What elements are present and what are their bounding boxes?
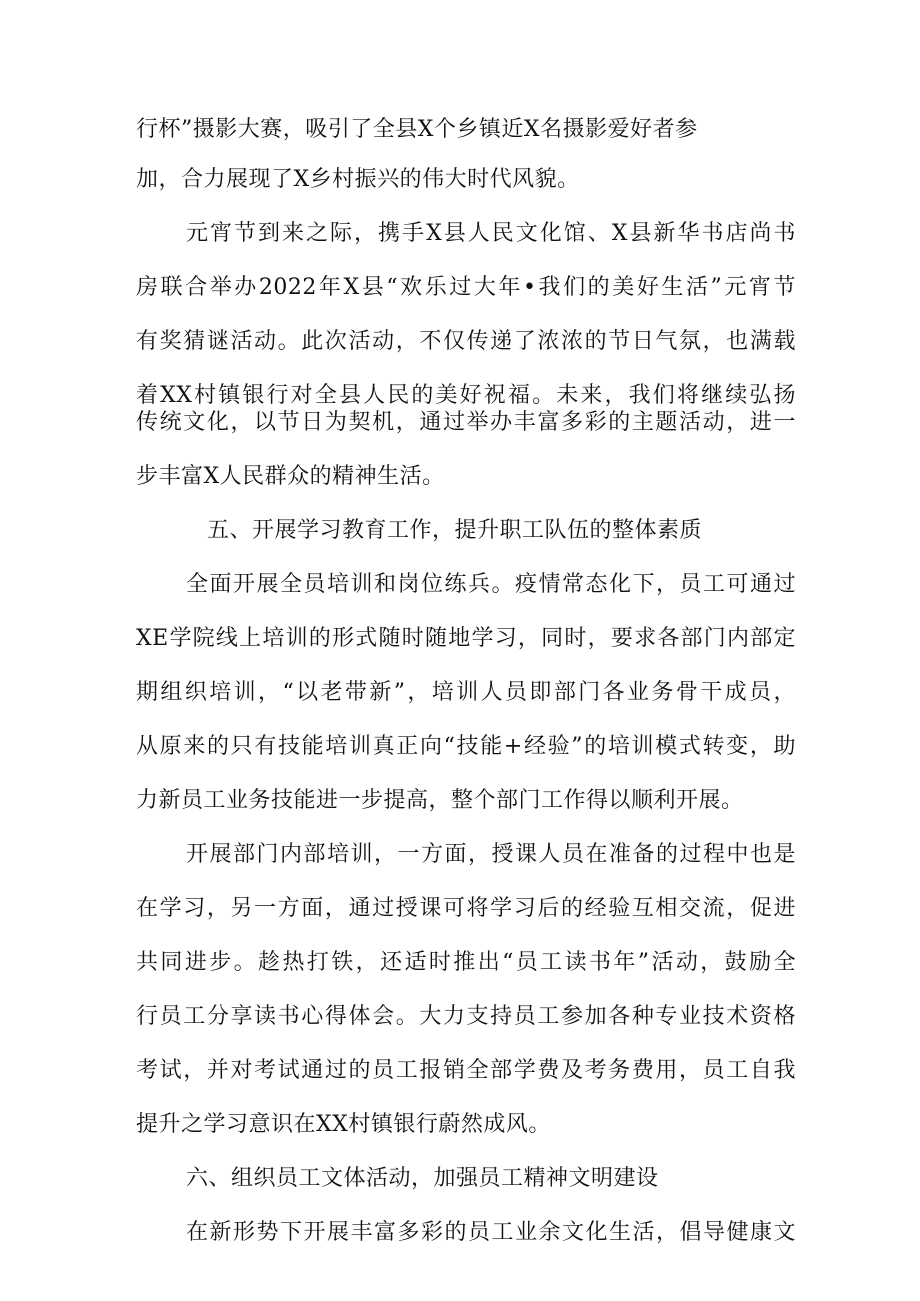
paragraph-line: 从原来的只有技能培训真正向“技能+经验”的培训模式转变，助: [136, 734, 796, 759]
paragraph-line: 元宵节到来之际，携手X县人民文化馆、X县新华书店尚书: [186, 221, 796, 246]
paragraph-line: 共同进步。趁热打铁，还适时推出“员工读书年”活动，鼓励全: [136, 950, 796, 975]
paragraph-line: 有奖猜谜活动。此次活动，不仅传递了浓浓的节日气氛，也满载: [136, 329, 796, 354]
paragraph-line: 全面开展全员培训和岗位练兵。疫情常态化下，员工可通过: [186, 572, 796, 597]
paragraph-line: 加，合力展现了X乡村振兴的伟大时代风貌。: [136, 167, 580, 192]
paragraph-line: 力新员工业务技能进一步提高，整个部门工作得以顺利开展。: [136, 788, 744, 813]
paragraph-line: 在学习，另一方面，通过授课可将学习后的经验互相交流，促进: [136, 896, 796, 921]
section-heading: 五、开展学习教育工作，提升职工队伍的整体素质: [207, 518, 703, 543]
paragraph-line: XE学院线上培训的形式随时随地学习，同时，要求各部门内部定: [136, 626, 796, 651]
paragraph-line: 行员工分享读书心得体会。大力支持员工参加各种专业技术资格: [136, 1004, 796, 1029]
paragraph-line: 考试，并对考试通过的员工报销全部学费及考务费用，员工自我: [136, 1058, 796, 1083]
paragraph-line: 在新形势下开展丰富多彩的员工业余文化生活，倡导健康文: [186, 1220, 796, 1245]
paragraph-line: 房联合举办2022年X县“欢乐过大年•我们的美好生活”元宵节: [136, 275, 796, 300]
paragraph-line: 步丰富X人民群众的精神生活。: [136, 464, 445, 489]
section-heading: 六、组织员工文体活动，加强员工精神文明建设: [186, 1166, 659, 1191]
paragraph-line: 期组织培训，“以老带新”，培训人员即部门各业务骨干成员，: [136, 680, 796, 705]
paragraph-line: 行杯”摄影大赛，吸引了全县X个乡镇近X名摄影爱好者参: [136, 117, 698, 142]
paragraph-line: 传统文化，以节日为契机，通过举办丰富多彩的主题活动，进一: [136, 410, 796, 435]
paragraph-line: 提升之学习意识在XX村镇银行蔚然成风。: [136, 1112, 551, 1137]
paragraph-line: 着XX村镇银行对全县人民的美好祝福。未来，我们将继续弘扬: [136, 383, 796, 408]
paragraph-line: 开展部门内部培训，一方面，授课人员在准备的过程中也是: [186, 842, 796, 867]
